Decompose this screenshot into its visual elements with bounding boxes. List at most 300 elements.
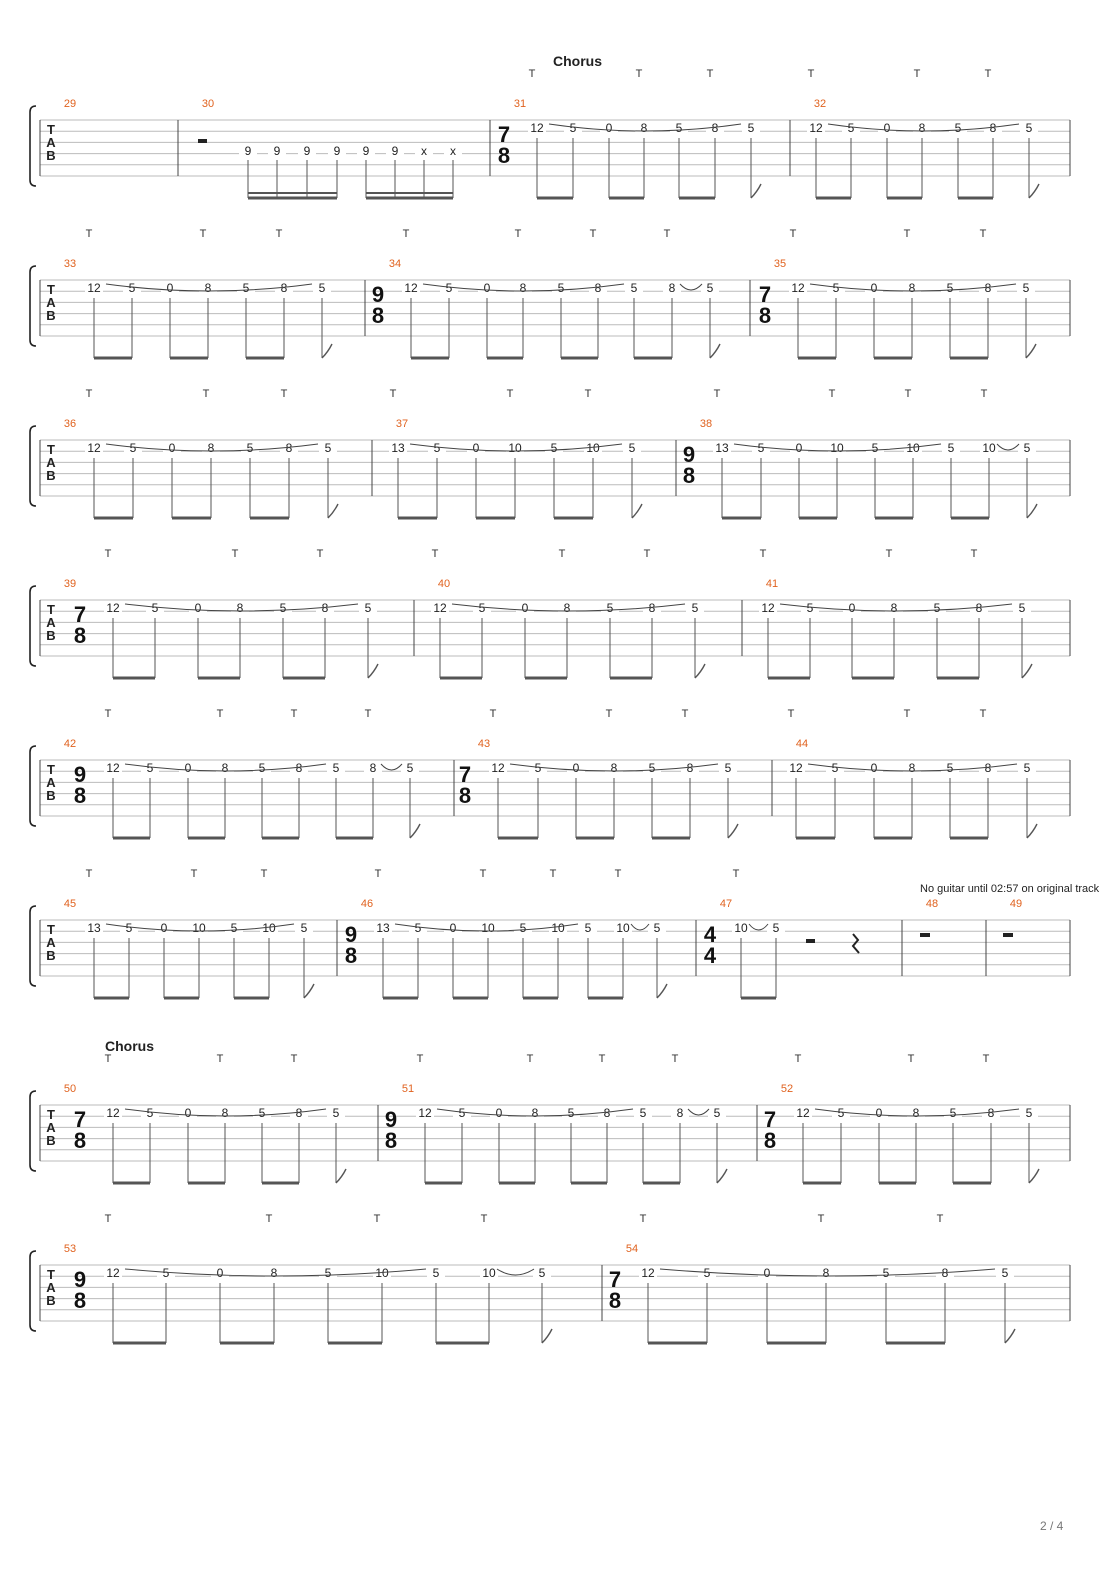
flag [710, 344, 720, 358]
time-signature-bottom: 8 [763, 1128, 777, 1153]
fret-number: 12 [491, 761, 505, 775]
fret-number: 5 [832, 281, 840, 295]
fret-number: 5 [584, 921, 592, 935]
fret-number: 10 [586, 441, 600, 455]
flag [695, 664, 705, 678]
tap-marker: T [104, 548, 112, 560]
fret-number: 5 [630, 281, 638, 295]
measure-number: 51 [401, 1083, 415, 1095]
fret-number: 8 [648, 601, 656, 615]
fret-number: 5 [478, 601, 486, 615]
system-brace [30, 106, 36, 186]
tap-marker: T [979, 228, 987, 240]
tab-clef-letter: B [46, 628, 56, 643]
fret-number: 12 [106, 1106, 120, 1120]
time-signature-top: 9 [73, 1267, 87, 1292]
time-signature-bottom: 8 [344, 943, 358, 968]
fret-number: 8 [711, 121, 719, 135]
fret-number: 12 [761, 601, 775, 615]
flag [1029, 184, 1039, 198]
fret-number: 10 [375, 1266, 389, 1280]
flag [1027, 504, 1037, 518]
fret-number: 0 [184, 1106, 192, 1120]
fret-number: 8 [676, 1106, 684, 1120]
time-signature-bottom: 8 [73, 1288, 87, 1313]
fret-number: 5 [258, 1106, 266, 1120]
fret-number: 5 [1018, 601, 1026, 615]
fret-number: 12 [106, 761, 120, 775]
tap-marker: T [639, 1213, 647, 1225]
fret-number: 5 [557, 281, 565, 295]
half-rest [806, 939, 815, 943]
flag [322, 344, 332, 358]
time-signature-top: 9 [344, 922, 358, 947]
fret-number: 5 [458, 1106, 466, 1120]
fret-number: 8 [270, 1266, 278, 1280]
fret-number: 13 [376, 921, 390, 935]
flag [304, 984, 314, 998]
muted-note: x [450, 144, 456, 158]
tap-marker: T [549, 868, 557, 880]
fret-number: 5 [162, 1266, 170, 1280]
fret-number: 10 [481, 921, 495, 935]
fret-number: 10 [616, 921, 630, 935]
fret-number: 8 [295, 1106, 303, 1120]
fret-number: 0 [572, 761, 580, 775]
fret-number: 10 [830, 441, 844, 455]
fret-number: 5 [230, 921, 238, 935]
tap-marker: T [199, 228, 207, 240]
fret-number: 5 [1023, 761, 1031, 775]
time-signature-bottom: 8 [73, 623, 87, 648]
tab-clef-letter: T [47, 762, 55, 777]
fret-number: 5 [947, 441, 955, 455]
fret-number: 8 [640, 121, 648, 135]
tap-marker: T [290, 1053, 298, 1065]
tap-marker: T [431, 548, 439, 560]
tap-marker: T [479, 868, 487, 880]
flag [1027, 824, 1037, 838]
time-signature-bottom: 8 [458, 783, 472, 808]
flag [632, 504, 642, 518]
measure-number: 45 [63, 898, 77, 910]
time-signature-top: 7 [763, 1107, 777, 1132]
tap-marker: T [787, 708, 795, 720]
flag [728, 824, 738, 838]
fret-number: 5 [946, 761, 954, 775]
fret-number: 12 [530, 121, 544, 135]
tab-clef-letter: B [46, 788, 56, 803]
fret-number: 5 [882, 1266, 890, 1280]
fret-number: 0 [763, 1266, 771, 1280]
measure-number: 38 [699, 418, 713, 430]
fret-number: 10 [482, 1266, 496, 1280]
fret-number: 5 [747, 121, 755, 135]
fret-number: 0 [875, 1106, 883, 1120]
fret-number: 8 [908, 761, 916, 775]
tap-marker: T [982, 1053, 990, 1065]
measure-number: 52 [780, 1083, 794, 1095]
fret-number: 5 [653, 921, 661, 935]
fret-number: 5 [946, 281, 954, 295]
fret-number: 8 [918, 121, 926, 135]
time-signature-bottom: 8 [371, 303, 385, 328]
measure-number: 50 [63, 1083, 77, 1095]
fret-number: 5 [332, 761, 340, 775]
measure-number: 41 [765, 578, 779, 590]
fret-number: 5 [246, 441, 254, 455]
tap-marker: T [290, 708, 298, 720]
tap-marker: T [903, 708, 911, 720]
fret-number: 0 [216, 1266, 224, 1280]
system-brace [30, 906, 36, 986]
fret-number: 5 [648, 761, 656, 775]
fret-number: 5 [151, 601, 159, 615]
fret-number: 5 [1001, 1266, 1009, 1280]
fret-number: 5 [146, 1106, 154, 1120]
section-label: Chorus [105, 1038, 154, 1054]
fret-number: 5 [831, 761, 839, 775]
tab-clef-letter: T [47, 282, 55, 297]
fret-number: 5 [606, 601, 614, 615]
tab-clef-letter: A [46, 135, 56, 150]
tap-marker: T [265, 1213, 273, 1225]
flag [410, 824, 420, 838]
fret-number: 8 [594, 281, 602, 295]
tie [688, 1109, 709, 1115]
tie [631, 924, 649, 930]
time-signature-top: 7 [608, 1267, 622, 1292]
fret-number: 12 [809, 121, 823, 135]
measure-number: 54 [625, 1243, 639, 1255]
fret-number: 5 [300, 921, 308, 935]
fret-number: 5 [538, 1266, 546, 1280]
measure-number: 48 [925, 898, 939, 910]
tap-marker: T [402, 228, 410, 240]
fret-number: 0 [848, 601, 856, 615]
fret-number: 5 [847, 121, 855, 135]
quarter-rest [853, 934, 859, 953]
flag [751, 184, 761, 198]
tap-marker: T [389, 388, 397, 400]
tap-marker: T [514, 228, 522, 240]
tap-marker: T [907, 1053, 915, 1065]
tap-marker: T [885, 548, 893, 560]
time-signature-top: 9 [371, 282, 385, 307]
system-brace [30, 1251, 36, 1331]
fret-number: 0 [160, 921, 168, 935]
fret-number: 5 [318, 281, 326, 295]
flag [657, 984, 667, 998]
fret-number: 13 [715, 441, 729, 455]
tab-clef-letter: T [47, 1267, 55, 1282]
fret-number: 5 [432, 1266, 440, 1280]
fret-number: 5 [933, 601, 941, 615]
tab-clef-letter: B [46, 948, 56, 963]
measure-number: 30 [201, 98, 215, 110]
fret-number: 5 [433, 441, 441, 455]
tab-clef-letter: T [47, 122, 55, 137]
tap-marker: T [104, 708, 112, 720]
tab-clef-letter: A [46, 615, 56, 630]
flag [1029, 1169, 1039, 1183]
fret-number: 8 [984, 761, 992, 775]
measure-number: 31 [513, 98, 527, 110]
tap-marker: T [794, 1053, 802, 1065]
fret-number: 8 [941, 1266, 949, 1280]
fret-number: 8 [221, 1106, 229, 1120]
tap-marker: T [584, 388, 592, 400]
time-signature-bottom: 4 [703, 943, 717, 968]
tap-marker: T [374, 868, 382, 880]
fret-number: 5 [806, 601, 814, 615]
tap-marker: T [480, 1213, 488, 1225]
fret-number: 5 [757, 441, 765, 455]
section-label: Chorus [553, 53, 602, 69]
tap-marker: T [526, 1053, 534, 1065]
measure-number: 42 [63, 738, 77, 750]
fret-number: 5 [837, 1106, 845, 1120]
flag [1005, 1329, 1015, 1343]
tap-marker: T [828, 388, 836, 400]
tap-marker: T [970, 548, 978, 560]
measure-number: 33 [63, 258, 77, 270]
time-signature-bottom: 8 [608, 1288, 622, 1313]
page-number: 2 / 4 [1040, 1519, 1064, 1533]
tap-marker: T [85, 228, 93, 240]
fret-number: 5 [406, 761, 414, 775]
fret-number: 5 [414, 921, 422, 935]
tab-clef-letter: T [47, 442, 55, 457]
tap-marker: T [506, 388, 514, 400]
tab-clef-letter: B [46, 308, 56, 323]
fret-number: 0 [870, 761, 878, 775]
tap-marker: T [231, 548, 239, 560]
tap-marker: T [984, 68, 992, 80]
fret-number: 9 [391, 144, 399, 158]
tap-marker: T [260, 868, 268, 880]
fret-number: 0 [495, 1106, 503, 1120]
system-brace [30, 746, 36, 826]
fret-number: 12 [641, 1266, 655, 1280]
fret-number: 0 [184, 761, 192, 775]
fret-number: 9 [273, 144, 281, 158]
tap-marker: T [373, 1213, 381, 1225]
time-signature-top: 7 [458, 762, 472, 787]
flag [368, 664, 378, 678]
fret-number: 5 [954, 121, 962, 135]
fret-number: 12 [433, 601, 447, 615]
fret-number: 10 [982, 441, 996, 455]
tap-marker: T [216, 1053, 224, 1065]
tap-marker: T [635, 68, 643, 80]
fret-number: 8 [519, 281, 527, 295]
fret-number: 12 [87, 281, 101, 295]
time-signature-top: 7 [73, 602, 87, 627]
tab-clef-letter: A [46, 775, 56, 790]
tab-clef-letter: A [46, 1120, 56, 1135]
fret-number: 12 [796, 1106, 810, 1120]
fret-number: 13 [87, 921, 101, 935]
tap-marker: T [807, 68, 815, 80]
fret-number: 8 [989, 121, 997, 135]
fret-number: 5 [125, 921, 133, 935]
fret-number: 8 [686, 761, 694, 775]
tab-clef-letter: B [46, 468, 56, 483]
fret-number: 5 [691, 601, 699, 615]
time-signature-top: 9 [384, 1107, 398, 1132]
measure-number: 53 [63, 1243, 77, 1255]
tap-marker: T [663, 228, 671, 240]
system-brace [30, 1091, 36, 1171]
fret-number: 12 [87, 441, 101, 455]
fret-number: 12 [791, 281, 805, 295]
fret-number: 5 [242, 281, 250, 295]
flag [717, 1169, 727, 1183]
fret-number: 9 [244, 144, 252, 158]
fret-number: 8 [908, 281, 916, 295]
fret-number: 0 [449, 921, 457, 935]
fret-number: 5 [713, 1106, 721, 1120]
fret-number: 5 [706, 281, 714, 295]
tap-marker: T [936, 1213, 944, 1225]
fret-number: 8 [369, 761, 377, 775]
tap-marker: T [280, 388, 288, 400]
fret-number: 12 [418, 1106, 432, 1120]
time-signature-top: 7 [73, 1107, 87, 1132]
measure-number: 36 [63, 418, 77, 430]
fret-number: 5 [129, 441, 137, 455]
tap-marker: T [275, 228, 283, 240]
fret-number: 0 [521, 601, 529, 615]
flag [1026, 344, 1036, 358]
tap-marker: T [713, 388, 721, 400]
whole-rest [1003, 933, 1013, 937]
tab-clef-letter: T [47, 1107, 55, 1122]
fret-number: 8 [987, 1106, 995, 1120]
time-signature-bottom: 8 [73, 783, 87, 808]
tap-marker: T [643, 548, 651, 560]
measure-number: 37 [395, 418, 409, 430]
tap-marker: T [913, 68, 921, 80]
measure-number: 39 [63, 578, 77, 590]
fret-number: 8 [610, 761, 618, 775]
fret-number: 8 [321, 601, 329, 615]
fret-number: 10 [551, 921, 565, 935]
time-signature-bottom: 8 [384, 1128, 398, 1153]
performance-note: No guitar until 02:57 on original track [920, 883, 1100, 895]
fret-number: 5 [1022, 281, 1030, 295]
system-brace [30, 586, 36, 666]
fret-number: 12 [404, 281, 418, 295]
system-brace [30, 426, 36, 506]
fret-number: 8 [236, 601, 244, 615]
tap-marker: T [558, 548, 566, 560]
measure-number: 44 [795, 738, 809, 750]
tap-marker: T [681, 708, 689, 720]
fret-number: 8 [295, 761, 303, 775]
fret-number: 5 [128, 281, 136, 295]
measure-number: 47 [719, 898, 733, 910]
tap-marker: T [789, 228, 797, 240]
tab-clef-letter: A [46, 295, 56, 310]
fret-number: 5 [703, 1266, 711, 1280]
fret-number: 0 [194, 601, 202, 615]
fret-number: 5 [675, 121, 683, 135]
tap-marker: T [416, 1053, 424, 1065]
fret-number: 13 [391, 441, 405, 455]
whole-rest [920, 933, 930, 937]
tab-clef-letter: T [47, 922, 55, 937]
fret-number: 5 [534, 761, 542, 775]
fret-number: 5 [569, 121, 577, 135]
time-signature-bottom: 8 [73, 1128, 87, 1153]
tap-marker: T [216, 708, 224, 720]
fret-number: 0 [883, 121, 891, 135]
fret-number: 8 [221, 761, 229, 775]
tap-marker: T [104, 1213, 112, 1225]
tap-marker: T [903, 228, 911, 240]
fret-number: 10 [508, 441, 522, 455]
tap-marker: T [759, 548, 767, 560]
time-signature-top: 7 [758, 282, 772, 307]
fret-number: 8 [890, 601, 898, 615]
tap-marker: T [706, 68, 714, 80]
tie [680, 284, 702, 290]
tap-marker: T [528, 68, 536, 80]
fret-number: 5 [639, 1106, 647, 1120]
measure-number: 49 [1009, 898, 1023, 910]
tap-marker: T [489, 708, 497, 720]
tap-marker: T [589, 228, 597, 240]
tie [497, 1269, 534, 1275]
tab-clef-letter: B [46, 1133, 56, 1148]
tap-marker: T [732, 868, 740, 880]
fret-number: 5 [1023, 441, 1031, 455]
fret-number: 0 [168, 441, 176, 455]
time-signature-bottom: 8 [682, 463, 696, 488]
measure-number: 40 [437, 578, 451, 590]
fret-number: 9 [303, 144, 311, 158]
fret-number: 8 [668, 281, 676, 295]
fret-number: 8 [603, 1106, 611, 1120]
tap-marker: T [364, 708, 372, 720]
measure-number: 35 [773, 258, 787, 270]
fret-number: 8 [280, 281, 288, 295]
tap-marker: T [316, 548, 324, 560]
fret-number: 5 [772, 921, 780, 935]
tie [381, 764, 402, 770]
fret-number: 5 [567, 1106, 575, 1120]
time-signature-bottom: 8 [497, 143, 511, 168]
measure-number: 29 [63, 98, 77, 110]
fret-number: 0 [166, 281, 174, 295]
time-signature-top: 9 [682, 442, 696, 467]
tap-marker: T [614, 868, 622, 880]
tab-clef-letter: B [46, 148, 56, 163]
fret-number: 0 [472, 441, 480, 455]
fret-number: 12 [106, 1266, 120, 1280]
fret-number: 5 [324, 441, 332, 455]
fret-number: 8 [984, 281, 992, 295]
half-rest [198, 139, 207, 143]
fret-number: 8 [531, 1106, 539, 1120]
fret-number: 0 [795, 441, 803, 455]
fret-number: 8 [975, 601, 983, 615]
time-signature-bottom: 8 [758, 303, 772, 328]
fret-number: 8 [207, 441, 215, 455]
fret-number: 0 [605, 121, 613, 135]
